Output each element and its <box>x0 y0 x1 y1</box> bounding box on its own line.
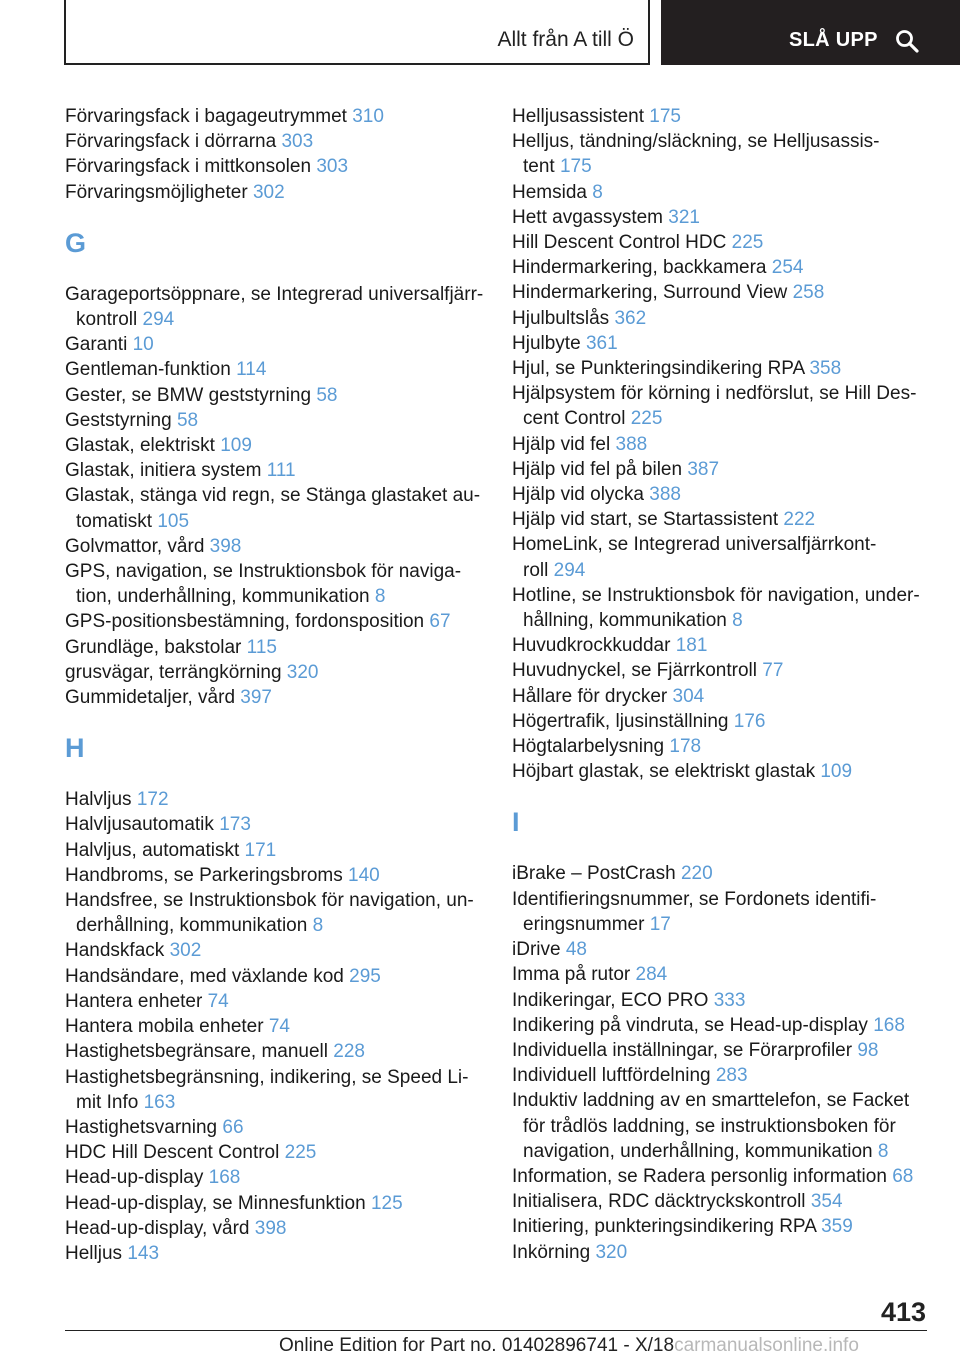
page-reference-link[interactable]: 387 <box>687 458 720 480</box>
page-reference-link[interactable]: 258 <box>792 282 825 304</box>
index-letter-heading: G <box>65 227 87 258</box>
index-entry-term: cent Control <box>523 408 626 430</box>
index-entry-term: Hantera mobila enheter <box>65 1016 264 1038</box>
index-entry[interactable] <box>512 633 932 658</box>
index-entry[interactable] <box>65 685 485 710</box>
index-entry-term: Hållare för drycker <box>512 685 668 707</box>
index-entry[interactable] <box>512 734 932 759</box>
index-entry[interactable] <box>65 812 485 837</box>
index-entry-term: Indikering på vindruta, se Head-up-display <box>512 1014 868 1036</box>
index-entry[interactable] <box>512 937 932 962</box>
index-entry-term: Halvljus, automatiskt <box>65 839 240 861</box>
index-entry-term: Förvaringsfack i dörrarna <box>65 131 277 153</box>
index-entry[interactable] <box>65 282 485 332</box>
index-entry[interactable] <box>512 1164 932 1189</box>
index-entry-term: iBrake – PostCrash <box>512 863 676 885</box>
index-entry-term: eringsnummer <box>523 913 645 935</box>
page-reference-link[interactable]: 254 <box>771 257 804 279</box>
page-reference-link[interactable]: 310 <box>352 106 384 127</box>
index-entry-term: mit Info <box>76 1091 139 1113</box>
index-entry[interactable] <box>512 129 932 179</box>
index-entry-term: Halvljusautomatik <box>65 814 214 836</box>
page-reference-link[interactable]: 321 <box>668 206 700 228</box>
index-entry[interactable] <box>65 1014 485 1039</box>
index-entry[interactable] <box>65 534 485 559</box>
index-entry[interactable] <box>65 1191 485 1216</box>
index-entry[interactable] <box>65 1115 485 1140</box>
index-entry[interactable] <box>65 559 485 609</box>
page-reference-link[interactable]: 58 <box>316 384 338 406</box>
edition-text: Online Edition for Part no. 01402896741 - X/18 <box>279 1335 675 1356</box>
index-entry[interactable] <box>512 331 932 356</box>
index-entry[interactable] <box>512 432 932 457</box>
index-entry-term: Hastighetsbegränsning, indikering, se Speed Li- <box>65 1066 469 1088</box>
page-reference-link[interactable]: 354 <box>810 1191 843 1213</box>
page-reference-link[interactable]: 8 <box>877 1140 889 1162</box>
page-reference-link[interactable]: 225 <box>731 232 764 254</box>
index-entry-term: grusvägar, terrängkörning <box>65 661 282 683</box>
index-entry[interactable] <box>65 408 485 433</box>
index-entry-term: Glastak, stänga vid regn, se Stänga glastaket au- <box>65 485 481 507</box>
index-entry-term: Information, se Radera personlig information <box>512 1165 887 1187</box>
index-entry-term: Höjbart glastak, se elektriskt glastak <box>512 761 816 783</box>
page-reference-link[interactable]: 320 <box>286 661 319 683</box>
index-entry-term: Individuell luftfördelning <box>512 1065 711 1087</box>
footer <box>279 1335 859 1357</box>
index-entry[interactable] <box>65 635 485 660</box>
page-reference-link[interactable]: 171 <box>244 839 277 861</box>
index-letter-heading: H <box>65 733 85 764</box>
page-reference-link[interactable]: 48 <box>565 939 587 961</box>
index-letter-heading: I <box>512 807 520 838</box>
index-entry[interactable] <box>512 356 932 381</box>
page-reference-link[interactable]: 8 <box>312 915 324 937</box>
index-entry[interactable] <box>512 887 932 937</box>
index-entry[interactable] <box>65 888 485 938</box>
index-entry[interactable] <box>512 381 932 431</box>
index-entry-term: Högtalarbelysning <box>512 736 665 758</box>
page-reference-link[interactable]: 143 <box>127 1242 160 1264</box>
page-reference-link[interactable]: 222 <box>783 509 816 531</box>
index-entry[interactable] <box>65 1039 485 1064</box>
index-entry-term: Helljus, tändning/släckning, se Helljusassis- <box>512 131 880 153</box>
page-reference-link[interactable]: 8 <box>374 586 386 608</box>
index-entry[interactable] <box>65 863 485 888</box>
index-entry[interactable] <box>512 306 932 331</box>
index-entry[interactable] <box>65 938 485 963</box>
index-entry-term: Imma på rutor <box>512 964 631 986</box>
index-entry[interactable] <box>65 787 485 812</box>
index-entry-term: för trådlös laddning, se instruktionsboken för <box>523 1115 896 1137</box>
index-entry-term: Hastighetsvarning <box>65 1116 218 1138</box>
page-reference-link[interactable]: 168 <box>873 1014 905 1036</box>
page-reference-link[interactable]: 362 <box>614 307 647 329</box>
index-entry[interactable] <box>512 457 932 482</box>
page-reference-link[interactable]: 140 <box>348 864 380 886</box>
index-entry-term: kontroll <box>76 309 138 331</box>
index-entry-term: Grundläge, bakstolar <box>65 636 242 658</box>
index-entry[interactable] <box>65 433 485 458</box>
page-reference-link[interactable]: 109 <box>820 761 853 783</box>
index-entry-term: Geststyrning <box>65 409 172 431</box>
index-entry-term: Förvaringsfack i mittkonsolen <box>65 156 312 178</box>
index-entry[interactable] <box>65 1140 485 1165</box>
page-reference-link[interactable]: 303 <box>316 156 349 178</box>
index-entry[interactable] <box>512 104 932 129</box>
index-entry-term: Gester, se BMW geststyrning <box>65 384 312 406</box>
page-reference-link[interactable]: 74 <box>207 990 229 1012</box>
index-entry[interactable] <box>65 660 485 685</box>
index-entry-term: Hjul, se Punkteringsindikering RPA <box>512 358 805 380</box>
index-entry-term: Handsfree, se Instruktionsbok för navigation, un- <box>65 890 474 912</box>
index-entry[interactable] <box>65 964 485 989</box>
index-entry[interactable] <box>512 962 932 987</box>
index-entry[interactable] <box>512 988 932 1013</box>
index-entry-term: Initiering, punkteringsindikering RPA <box>512 1216 816 1238</box>
index-entry[interactable] <box>512 180 932 205</box>
page-reference-link[interactable]: 58 <box>176 409 199 431</box>
index-entry[interactable] <box>512 583 932 633</box>
index-entry-term: Handbroms, se Parkeringsbroms <box>65 864 343 886</box>
index-entry[interactable] <box>65 154 485 179</box>
index-entry-term: tion, underhållning, kommunikation <box>76 586 370 608</box>
page-reference-link[interactable]: 111 <box>266 460 296 482</box>
index-entry[interactable] <box>512 1240 932 1265</box>
page-reference-link[interactable]: 105 <box>157 510 190 532</box>
page-reference-link[interactable]: 333 <box>713 989 746 1011</box>
index-entry-term: navigation, underhållning, kommunikation <box>523 1140 873 1162</box>
page-reference-link[interactable]: 181 <box>675 635 708 657</box>
index-entry-term: roll <box>523 559 549 581</box>
index-entry[interactable] <box>65 180 485 205</box>
top-navigation-bar <box>0 0 960 66</box>
index-entry[interactable] <box>65 838 485 863</box>
index-entry-term: Hjälp vid fel <box>512 433 611 455</box>
page-reference-link[interactable]: 397 <box>240 687 272 709</box>
page-reference-link[interactable]: 302 <box>252 181 285 203</box>
index-entry-term: Hindermarkering, Surround View <box>512 282 788 304</box>
index-entry-term: tomatiskt <box>76 510 153 532</box>
index-entry[interactable] <box>65 458 485 483</box>
page-reference-link[interactable]: 388 <box>649 484 681 506</box>
page-reference-link[interactable]: 304 <box>672 685 705 707</box>
index-entry-term: Hemsida <box>512 181 587 203</box>
index-entry-term: HDC Hill Descent Control <box>65 1142 280 1164</box>
page-reference-link[interactable]: 67 <box>429 611 451 633</box>
index-entry[interactable] <box>512 205 932 230</box>
page-reference-link[interactable]: 220 <box>680 863 713 885</box>
index-entry[interactable] <box>512 759 932 784</box>
index-entry[interactable] <box>512 507 932 532</box>
index-entry[interactable] <box>512 1063 932 1088</box>
index-entry[interactable] <box>65 483 485 533</box>
a-to-o-tab-label: Allt från A till Ö <box>497 28 634 51</box>
index-entry[interactable] <box>65 1241 485 1266</box>
page-reference-link[interactable]: 294 <box>142 309 175 331</box>
page-reference-link[interactable]: 8 <box>732 610 743 632</box>
index-entry-term: Indikeringar, ECO PRO <box>512 989 709 1011</box>
page-reference-link[interactable]: 295 <box>349 965 381 987</box>
page-reference-link[interactable]: 176 <box>733 710 766 732</box>
page-reference-link[interactable]: 294 <box>553 559 586 581</box>
page-reference-link[interactable]: 115 <box>246 636 277 658</box>
index-entry[interactable] <box>65 332 485 357</box>
page-reference-link[interactable]: 303 <box>281 131 314 153</box>
index-entry[interactable] <box>65 1165 485 1190</box>
index-entry-term: Hastighetsbegränsare, manuell <box>65 1041 328 1063</box>
page-reference-link[interactable]: 173 <box>219 814 251 836</box>
index-entry-term: Handskfack <box>65 940 165 962</box>
index-entry-term: tent <box>523 156 555 178</box>
index-entry[interactable] <box>65 383 485 408</box>
index-entry-term: Glastak, elektriskt <box>65 435 215 457</box>
index-entry-term: GPS, navigation, se Instruktionsbok för naviga- <box>65 561 462 583</box>
index-entry[interactable] <box>512 482 932 507</box>
index-entry-term: Huvudkrockkuddar <box>512 635 671 657</box>
index-entry[interactable] <box>65 1065 485 1115</box>
index-entry[interactable] <box>512 532 932 582</box>
index-entry-term: Head-up-display, vård <box>65 1217 250 1239</box>
index-entry[interactable] <box>512 1038 932 1063</box>
page-reference-link[interactable]: 225 <box>630 408 663 430</box>
index-entry-term: HomeLink, se Integrerad universalfjärrkont- <box>512 534 877 556</box>
page-reference-link[interactable]: 225 <box>284 1142 317 1164</box>
index-entry-term: Hjälp vid start, se Startassistent <box>512 509 779 531</box>
index-entry-term: Hjulbyte <box>512 332 581 354</box>
index-entry[interactable] <box>512 1013 932 1038</box>
page-reference-link[interactable]: 8 <box>592 181 603 203</box>
index-entry-term: Gentleman-funktion <box>65 359 231 381</box>
index-entry[interactable] <box>512 1088 932 1164</box>
index-entry-term: Glastak, initiera system <box>65 460 262 482</box>
watermark: carmanualsonline.info <box>674 1335 859 1356</box>
page-reference-link[interactable]: 74 <box>268 1016 290 1038</box>
index-entry-term: GPS-positionsbestämning, fordonsposition <box>65 611 425 633</box>
index-entry[interactable] <box>512 1189 932 1214</box>
index-entry[interactable] <box>65 104 485 129</box>
search-tab[interactable] <box>661 0 960 65</box>
index-entry[interactable] <box>512 230 932 255</box>
page-number: 413 <box>880 1297 926 1327</box>
footer-divider <box>65 1330 927 1331</box>
page-reference-link[interactable]: 388 <box>615 433 648 455</box>
index-entry-term: Hindermarkering, backkamera <box>512 257 767 279</box>
index-entry-term: Förvaringsfack i bagageutrymmet <box>65 106 347 127</box>
index-entry-term: Förvaringsmöjligheter <box>65 181 248 203</box>
index-column-left <box>65 104 485 1266</box>
index-entry-term: hållning, kommunikation <box>523 610 727 632</box>
index-entry-term: Huvudnyckel, se Fjärrkontroll <box>512 660 757 682</box>
index-entry-term: Head-up-display <box>65 1167 204 1189</box>
index-entry-term: Helljus <box>65 1242 123 1264</box>
index-entry[interactable] <box>65 609 485 634</box>
page-reference-link[interactable]: 302 <box>169 940 202 962</box>
index-entry[interactable] <box>512 684 932 709</box>
index-entry[interactable] <box>65 1216 485 1241</box>
index-entry-term: Induktiv laddning av en smarttelefon, se Facket <box>512 1090 910 1112</box>
page-reference-link[interactable]: 66 <box>222 1116 244 1138</box>
index-entry[interactable] <box>512 658 932 683</box>
index-entry-term: iDrive <box>512 939 561 961</box>
page-reference-link[interactable]: 175 <box>649 106 681 127</box>
index-entry-term: Hantera enheter <box>65 990 203 1012</box>
search-tab-label: SLÅ UPP <box>789 29 878 51</box>
index-entry[interactable] <box>65 129 485 154</box>
index-column-right <box>512 104 932 1265</box>
page-reference-link[interactable]: 178 <box>669 736 702 758</box>
index-entry-term: Halvljus <box>65 789 132 811</box>
index-entry[interactable] <box>512 1214 932 1239</box>
index-entry-term: Hjulbultslås <box>512 307 610 329</box>
index-entry-term: Hjälp vid fel på bilen <box>512 458 683 480</box>
page-reference-link[interactable]: 114 <box>236 359 267 381</box>
index-entry[interactable] <box>65 989 485 1014</box>
index-entry[interactable] <box>512 861 932 886</box>
index-entry-term: Gummidetaljer, vård <box>65 687 236 709</box>
index-entry-term: Head-up-display, se Minnesfunktion <box>65 1192 366 1214</box>
page-reference-link[interactable]: 359 <box>821 1216 853 1238</box>
index-entry-term: Garageportsöppnare, se Integrerad universalfjärr- <box>65 283 484 305</box>
index-entry-term: Identifieringsnummer, se Fordonets identifi- <box>512 888 877 910</box>
page-reference-link[interactable]: 175 <box>559 156 592 178</box>
page-reference-link[interactable]: 398 <box>209 535 242 557</box>
page-reference-link[interactable]: 68 <box>892 1165 914 1187</box>
index-entry-term: Garanti <box>65 334 128 356</box>
index-entry[interactable] <box>512 255 932 280</box>
index-entry-term: Golvmattor, vård <box>65 535 205 557</box>
index-entry-term: Helljusassistent <box>512 106 644 127</box>
page-reference-link[interactable]: 228 <box>333 1041 365 1063</box>
page-reference-link[interactable]: 358 <box>809 358 842 380</box>
index-entry[interactable] <box>512 280 932 305</box>
page-reference-link[interactable]: 320 <box>595 1241 628 1263</box>
index-entry-term: Handsändare, med växlande kod <box>65 965 344 987</box>
search-icon <box>895 29 919 53</box>
page-reference-link[interactable]: 125 <box>370 1192 403 1214</box>
page-reference-link[interactable]: 284 <box>635 964 668 986</box>
page-reference-link[interactable]: 361 <box>585 332 618 354</box>
index-entry-term: Högertrafik, ljusinställning <box>512 710 729 732</box>
index-entry-term: Initialisera, RDC däcktryckskontroll <box>512 1191 806 1213</box>
index-entry-term: Inkörning <box>512 1241 591 1263</box>
index-entry-term: Hill Descent Control HDC <box>512 232 727 254</box>
page-reference-link[interactable]: 283 <box>715 1065 748 1087</box>
page-reference-link[interactable]: 17 <box>649 913 671 935</box>
index-entry-term: Individuella inställningar, se Förarprofiler <box>512 1039 853 1061</box>
page-reference-link[interactable]: 109 <box>220 435 252 457</box>
page-reference-link[interactable]: 98 <box>857 1039 879 1061</box>
page-reference-link[interactable]: 398 <box>254 1217 287 1239</box>
page-reference-link[interactable]: 172 <box>136 789 169 811</box>
page-reference-link[interactable]: 77 <box>762 660 784 682</box>
a-to-o-tab[interactable] <box>64 0 650 65</box>
index-entry[interactable] <box>65 357 485 382</box>
index-entry-term: derhållning, kommunikation <box>76 915 308 937</box>
index-entry-term: Hett avgassystem <box>512 206 663 228</box>
index-entry[interactable] <box>512 709 932 734</box>
index-entry-term: Hjälpsystem för körning i nedförslut, se Hill Des- <box>512 383 917 405</box>
index-entry-term: Hjälp vid olycka <box>512 484 644 506</box>
page-reference-link[interactable]: 163 <box>143 1091 176 1113</box>
page-reference-link[interactable]: 168 <box>208 1167 241 1189</box>
page-reference-link[interactable]: 10 <box>132 334 154 356</box>
index-entry-term: Hotline, se Instruktionsbok för navigation, under- <box>512 584 920 606</box>
